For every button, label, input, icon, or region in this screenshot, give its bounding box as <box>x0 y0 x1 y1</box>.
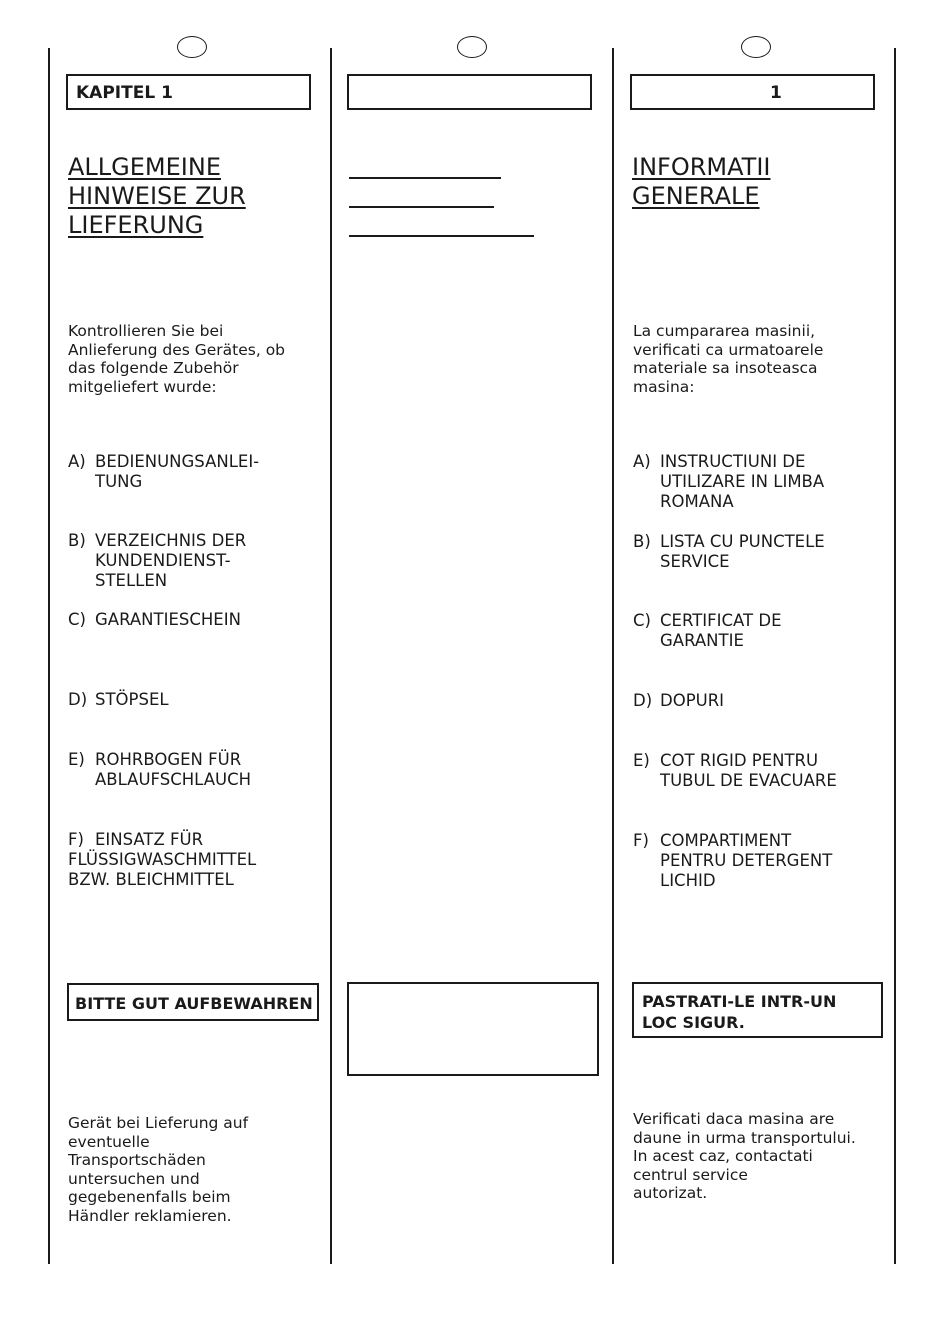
item-line: LICHID <box>660 871 716 890</box>
language-circle-ro <box>741 36 771 58</box>
text-line: Händler reklamieren. <box>68 1206 232 1225</box>
item-line: SERVICE <box>660 552 730 571</box>
text-line: das folgende Zubehör <box>68 359 239 377</box>
chapter-box-ro <box>630 74 875 110</box>
item-line: ROMANA <box>660 492 734 511</box>
item-label: C) <box>68 610 86 629</box>
item-line: LISTA CU PUNCTELE <box>660 532 825 551</box>
item-line: GARANTIESCHEIN <box>95 610 241 629</box>
outro-text-ro <box>633 1110 856 1203</box>
item-line: PENTRU DETERGENT <box>660 851 833 870</box>
text-line: masina: <box>633 377 695 396</box>
item-line: VERZEICHNIS DER <box>95 531 247 550</box>
item-line: EINSATZ FÜR <box>95 830 204 849</box>
item-label: B) <box>68 531 86 550</box>
chapter-label-de: KAPITEL 1 <box>76 83 173 103</box>
text-line: Gerät bei Lieferung auf <box>68 1114 249 1132</box>
title-line: INFORMATII <box>632 153 771 181</box>
chapter-box-mid <box>347 74 592 110</box>
title-line: LIEFERUNG <box>68 211 204 239</box>
item-label: E) <box>633 751 650 770</box>
language-circle-mid <box>457 36 487 58</box>
item-line: STÖPSEL <box>95 690 169 709</box>
text-line: gegebenenfalls beim <box>68 1188 231 1206</box>
column-divider-right <box>894 48 896 1264</box>
text-line: daune in urma transportului. <box>633 1128 856 1147</box>
text-line: untersuchen und <box>68 1169 200 1188</box>
text-line: Transportschäden <box>68 1151 206 1169</box>
column-divider-left <box>48 48 50 1264</box>
item-line: STELLEN <box>95 571 168 590</box>
language-circle-de <box>177 36 207 58</box>
item-line: COT RIGID PENTRU <box>660 751 819 770</box>
item-label: D) <box>633 691 653 710</box>
item-label: F) <box>633 831 649 850</box>
item-line: TUNG <box>95 472 143 491</box>
section-title-de <box>68 153 246 240</box>
item-label: F) <box>68 830 84 849</box>
item-line: ROHRBOGEN FÜR <box>95 750 242 769</box>
title-underline <box>349 206 494 208</box>
text-line: Anlieferung des Gerätes, ob <box>68 340 286 359</box>
keep-safe-box-mid <box>347 982 599 1076</box>
item-label: A) <box>633 452 651 471</box>
column-divider-1 <box>330 48 332 1264</box>
item-line: ABLAUFSCHLAUCH <box>95 770 252 789</box>
item-line: TUBUL DE EVACUARE <box>660 771 837 790</box>
item-label: D) <box>68 690 88 709</box>
section-title-ro <box>632 153 770 211</box>
text-line: verificati ca urmatoarele <box>633 340 824 359</box>
item-line: INSTRUCTIUNI DE <box>660 452 806 471</box>
item-line: COMPARTIMENT <box>660 831 792 850</box>
title-line: HINWEISE ZUR <box>68 182 246 210</box>
outro-text-de <box>68 1114 248 1225</box>
title-line: GENERALE <box>632 182 760 210</box>
item-line: CERTIFICAT DE <box>660 611 782 630</box>
text-line: eventuelle <box>68 1132 150 1151</box>
item-line: BEDIENUNGSANLEI- <box>95 452 260 471</box>
item-label: A) <box>68 452 86 471</box>
keep-line: LOC SIGUR. <box>642 1013 745 1032</box>
item-line: BZW. BLEICHMITTEL <box>68 870 234 889</box>
text-line: Kontrollieren Sie bei <box>68 322 224 340</box>
text-line: In acest caz, contactati <box>633 1147 813 1165</box>
item-label: E) <box>68 750 85 769</box>
item-label: C) <box>633 611 651 630</box>
item-line: DOPURI <box>660 691 725 710</box>
title-underline <box>349 177 501 179</box>
text-line: centrul service <box>633 1165 748 1184</box>
item-label: B) <box>633 532 651 551</box>
text-line: mitgeliefert wurde: <box>68 377 217 396</box>
item-line: GARANTIE <box>660 631 744 650</box>
item-line: KUNDENDIENST- <box>95 551 231 570</box>
column-divider-2 <box>612 48 614 1264</box>
title-line: ALLGEMEINE <box>68 153 221 181</box>
item-line: FLÜSSIGWASCHMITTEL <box>68 850 257 869</box>
title-underline <box>349 235 534 237</box>
chapter-box-de <box>66 74 311 110</box>
intro-text-de <box>68 322 285 396</box>
keep-safe-box-de <box>67 983 319 1021</box>
item-line: UTILIZARE IN LIMBA <box>660 472 825 491</box>
text-line: autorizat. <box>633 1184 708 1202</box>
keep-safe-label-ro <box>642 991 836 1033</box>
keep-safe-label-de: BITTE GUT AUFBEWAHREN <box>75 994 313 1013</box>
intro-text-ro <box>633 322 823 396</box>
keep-line: PASTRATI-LE INTR-UN <box>642 992 837 1011</box>
chapter-label-ro: 1 <box>770 83 782 103</box>
keep-safe-box-ro <box>632 982 883 1038</box>
text-line: La cumpararea masinii, <box>633 322 816 340</box>
text-line: Verificati daca masina are <box>633 1110 835 1128</box>
text-line: materiale sa insoteasca <box>633 359 818 377</box>
